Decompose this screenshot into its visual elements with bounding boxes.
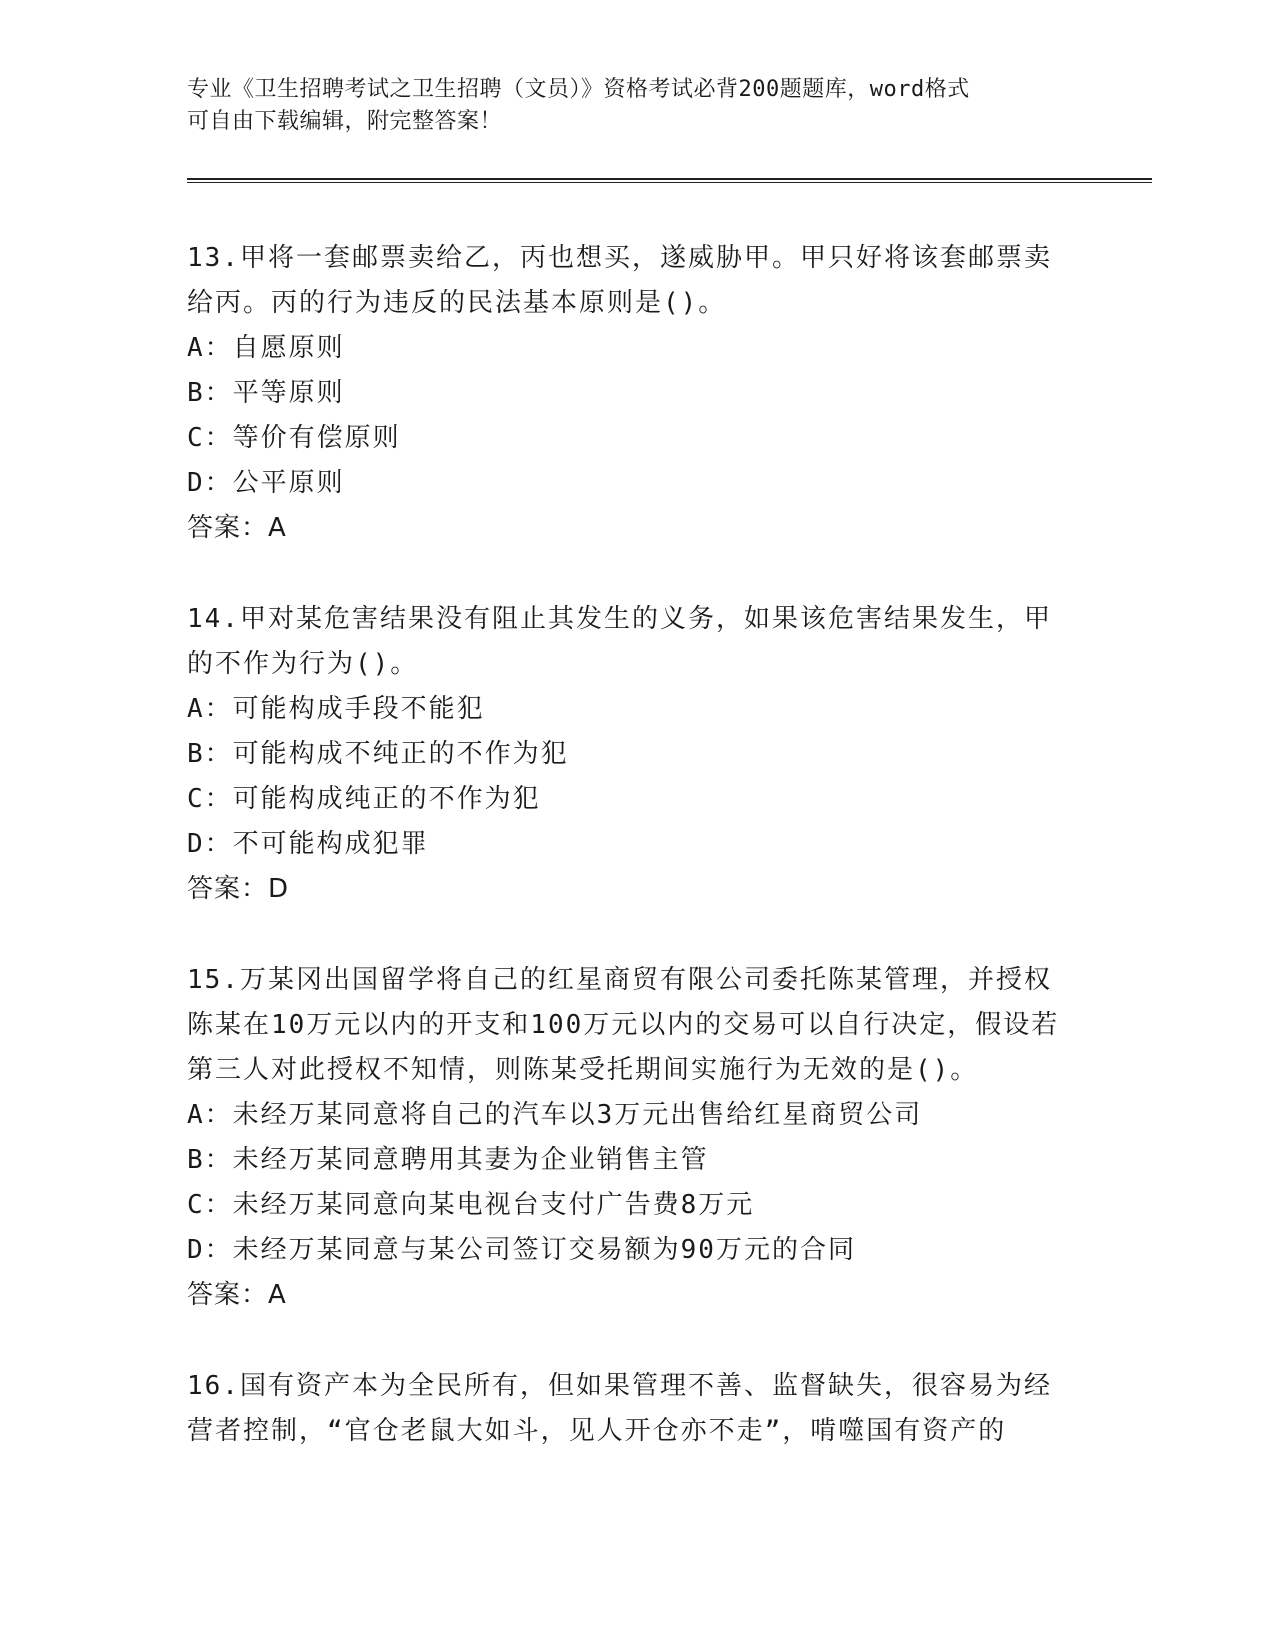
header-line-2: 可自由下载编辑，附完整答案！ <box>187 109 503 134</box>
question-14 <box>187 597 1077 912</box>
option-b: B：可能构成不纯正的不作为犯 <box>187 739 569 769</box>
option-a: A：未经万某同意将自己的汽车以3万元出售给红星商贸公司 <box>187 1100 923 1130</box>
question-text: 14.甲对某危害结果没有阻止其发生的义务，如果该危害结果发生，甲的不作为行为()。 <box>187 604 1052 679</box>
option-d: D：不可能构成犯罪 <box>187 829 429 859</box>
document-header <box>187 74 1067 138</box>
question-15 <box>187 958 1077 1318</box>
question-text: 15.万某冈出国留学将自己的红星商贸有限公司委托陈某管理，并授权陈某在10万元以内的开支和100万元以内的交易可以自行决定，假设若第三人对此授权不知情，则陈某受托期间实施行为无效的是()。 <box>187 965 1060 1085</box>
option-c: C：未经万某同意向某电视台支付广告费8万元 <box>187 1190 755 1220</box>
question-list <box>187 236 1077 1500</box>
option-b: B：未经万某同意聘用其妻为企业销售主管 <box>187 1145 709 1175</box>
option-b: B：平等原则 <box>187 378 345 408</box>
option-c: C：可能构成纯正的不作为犯 <box>187 784 541 814</box>
option-d: D：未经万某同意与某公司签订交易额为90万元的合同 <box>187 1235 856 1265</box>
answer: 答案：A <box>187 513 287 543</box>
option-a: A：自愿原则 <box>187 333 345 363</box>
question-text: 16.国有资产本为全民所有，但如果管理不善、监督缺失，很容易为经营者控制，“官仓老鼠大如斗，见人开仓亦不走”，啃噬国有资产的 <box>187 1371 1052 1446</box>
question-text: 13.甲将一套邮票卖给乙，丙也想买，遂威胁甲。甲只好将该套邮票卖给丙。丙的行为违反的民法基本原则是()。 <box>187 243 1052 318</box>
option-d: D：公平原则 <box>187 468 345 498</box>
answer: 答案：D <box>187 874 290 904</box>
answer: 答案：A <box>187 1280 287 1310</box>
header-divider <box>187 178 1152 183</box>
option-c: C：等价有偿原则 <box>187 423 401 453</box>
question-13 <box>187 236 1077 551</box>
header-line-1: 专业《卫生招聘考试之卫生招聘（文员）》资格考试必背200题题库，word格式 <box>187 77 970 102</box>
option-a: A：可能构成手段不能犯 <box>187 694 485 724</box>
question-16 <box>187 1364 1077 1454</box>
